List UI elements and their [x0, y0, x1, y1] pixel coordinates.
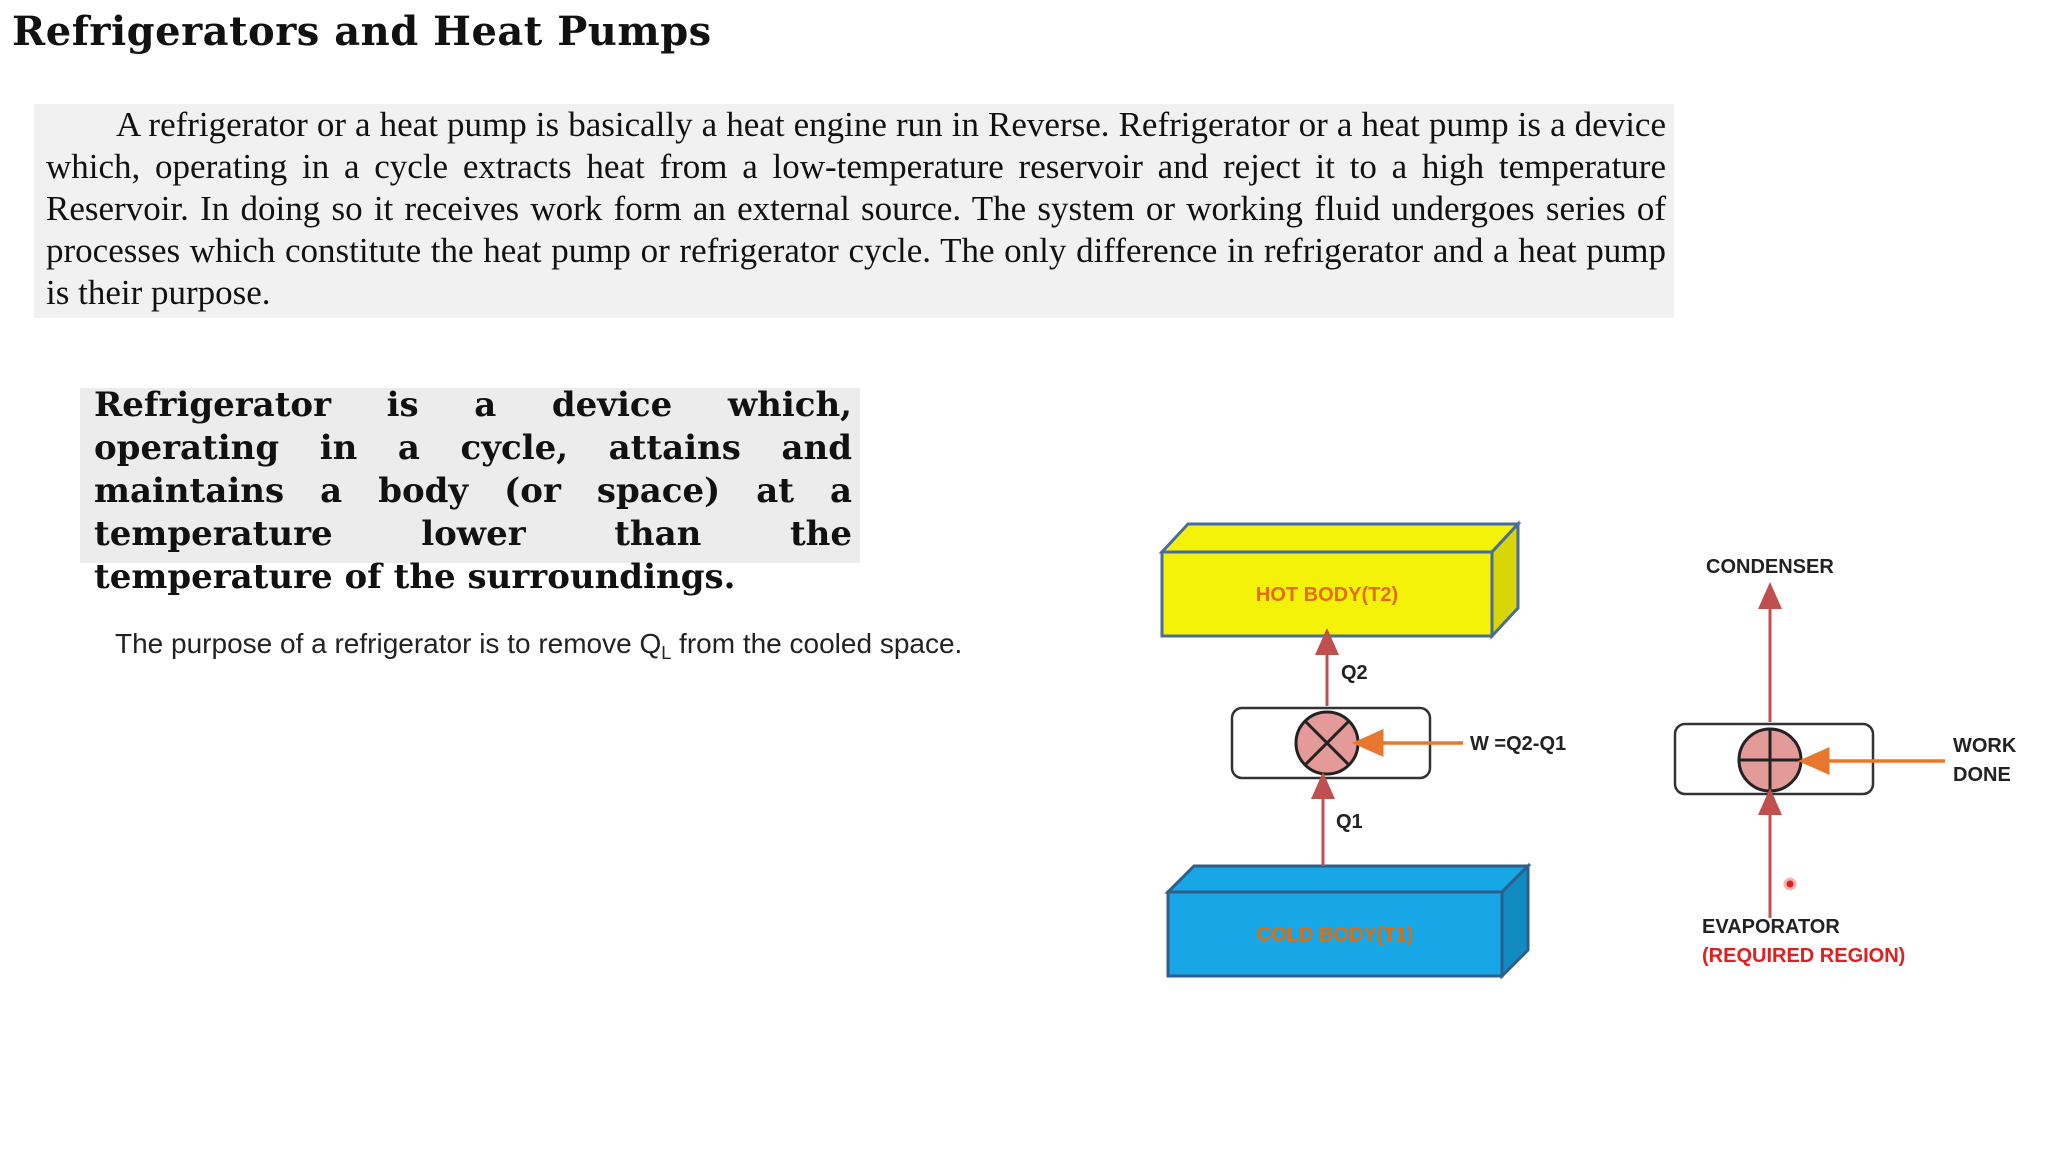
- work-label: W =Q2-Q1: [1470, 733, 1567, 755]
- hot-body-block: [1162, 524, 1518, 636]
- cold-body-top: [1168, 866, 1528, 892]
- hot-body-top: [1162, 524, 1518, 552]
- intro-text: A refrigerator or a heat pump is basically a heat engine run in Reverse. Refrigerator or a heat pump is a device which, operating in a cycle extracts heat from a low-temperature reservoir and reject it to a high temperature Reservoir. In doing so it receives work form an external source. The system or working fluid undergoes series of processes which constitute the heat pump or refrigerator cycle. The only difference in refrigerator and a heat pump is their purpose.: [46, 105, 1666, 312]
- evaporator-label: EVAPORATOR: [1702, 916, 1840, 938]
- purpose-subscript: L: [661, 643, 672, 663]
- work-done-label-line1: WORK: [1953, 735, 2017, 757]
- purpose-suffix: from the cooled space.: [671, 628, 963, 659]
- page-title: Refrigerators and Heat Pumps: [12, 8, 712, 55]
- work-done-label-line2: DONE: [1953, 764, 2011, 786]
- refrigerator-definition: Refrigerator is a device which, operating in a cycle, attains and maintains a body (or space) at a temperature lower than the temperature of the surroundings.: [94, 385, 852, 597]
- cold-body-block: [1168, 866, 1528, 976]
- q1-label: Q1: [1336, 811, 1363, 833]
- q2-label: Q2: [1341, 662, 1368, 684]
- compressor-symbol-icon: [1296, 712, 1358, 774]
- compressor-symbol-icon: [1739, 729, 1801, 791]
- condenser-label: CONDENSER: [1706, 556, 1834, 578]
- cold-body-label: COLD BODY(T1): [1256, 924, 1414, 946]
- purpose-prefix: The purpose of a refrigerator is to remove Q: [115, 628, 662, 659]
- required-region-label: (REQUIRED REGION): [1702, 945, 1906, 967]
- cursor-dot-icon: [1785, 879, 1795, 889]
- hot-body-label: HOT BODY(T2): [1255, 584, 1399, 606]
